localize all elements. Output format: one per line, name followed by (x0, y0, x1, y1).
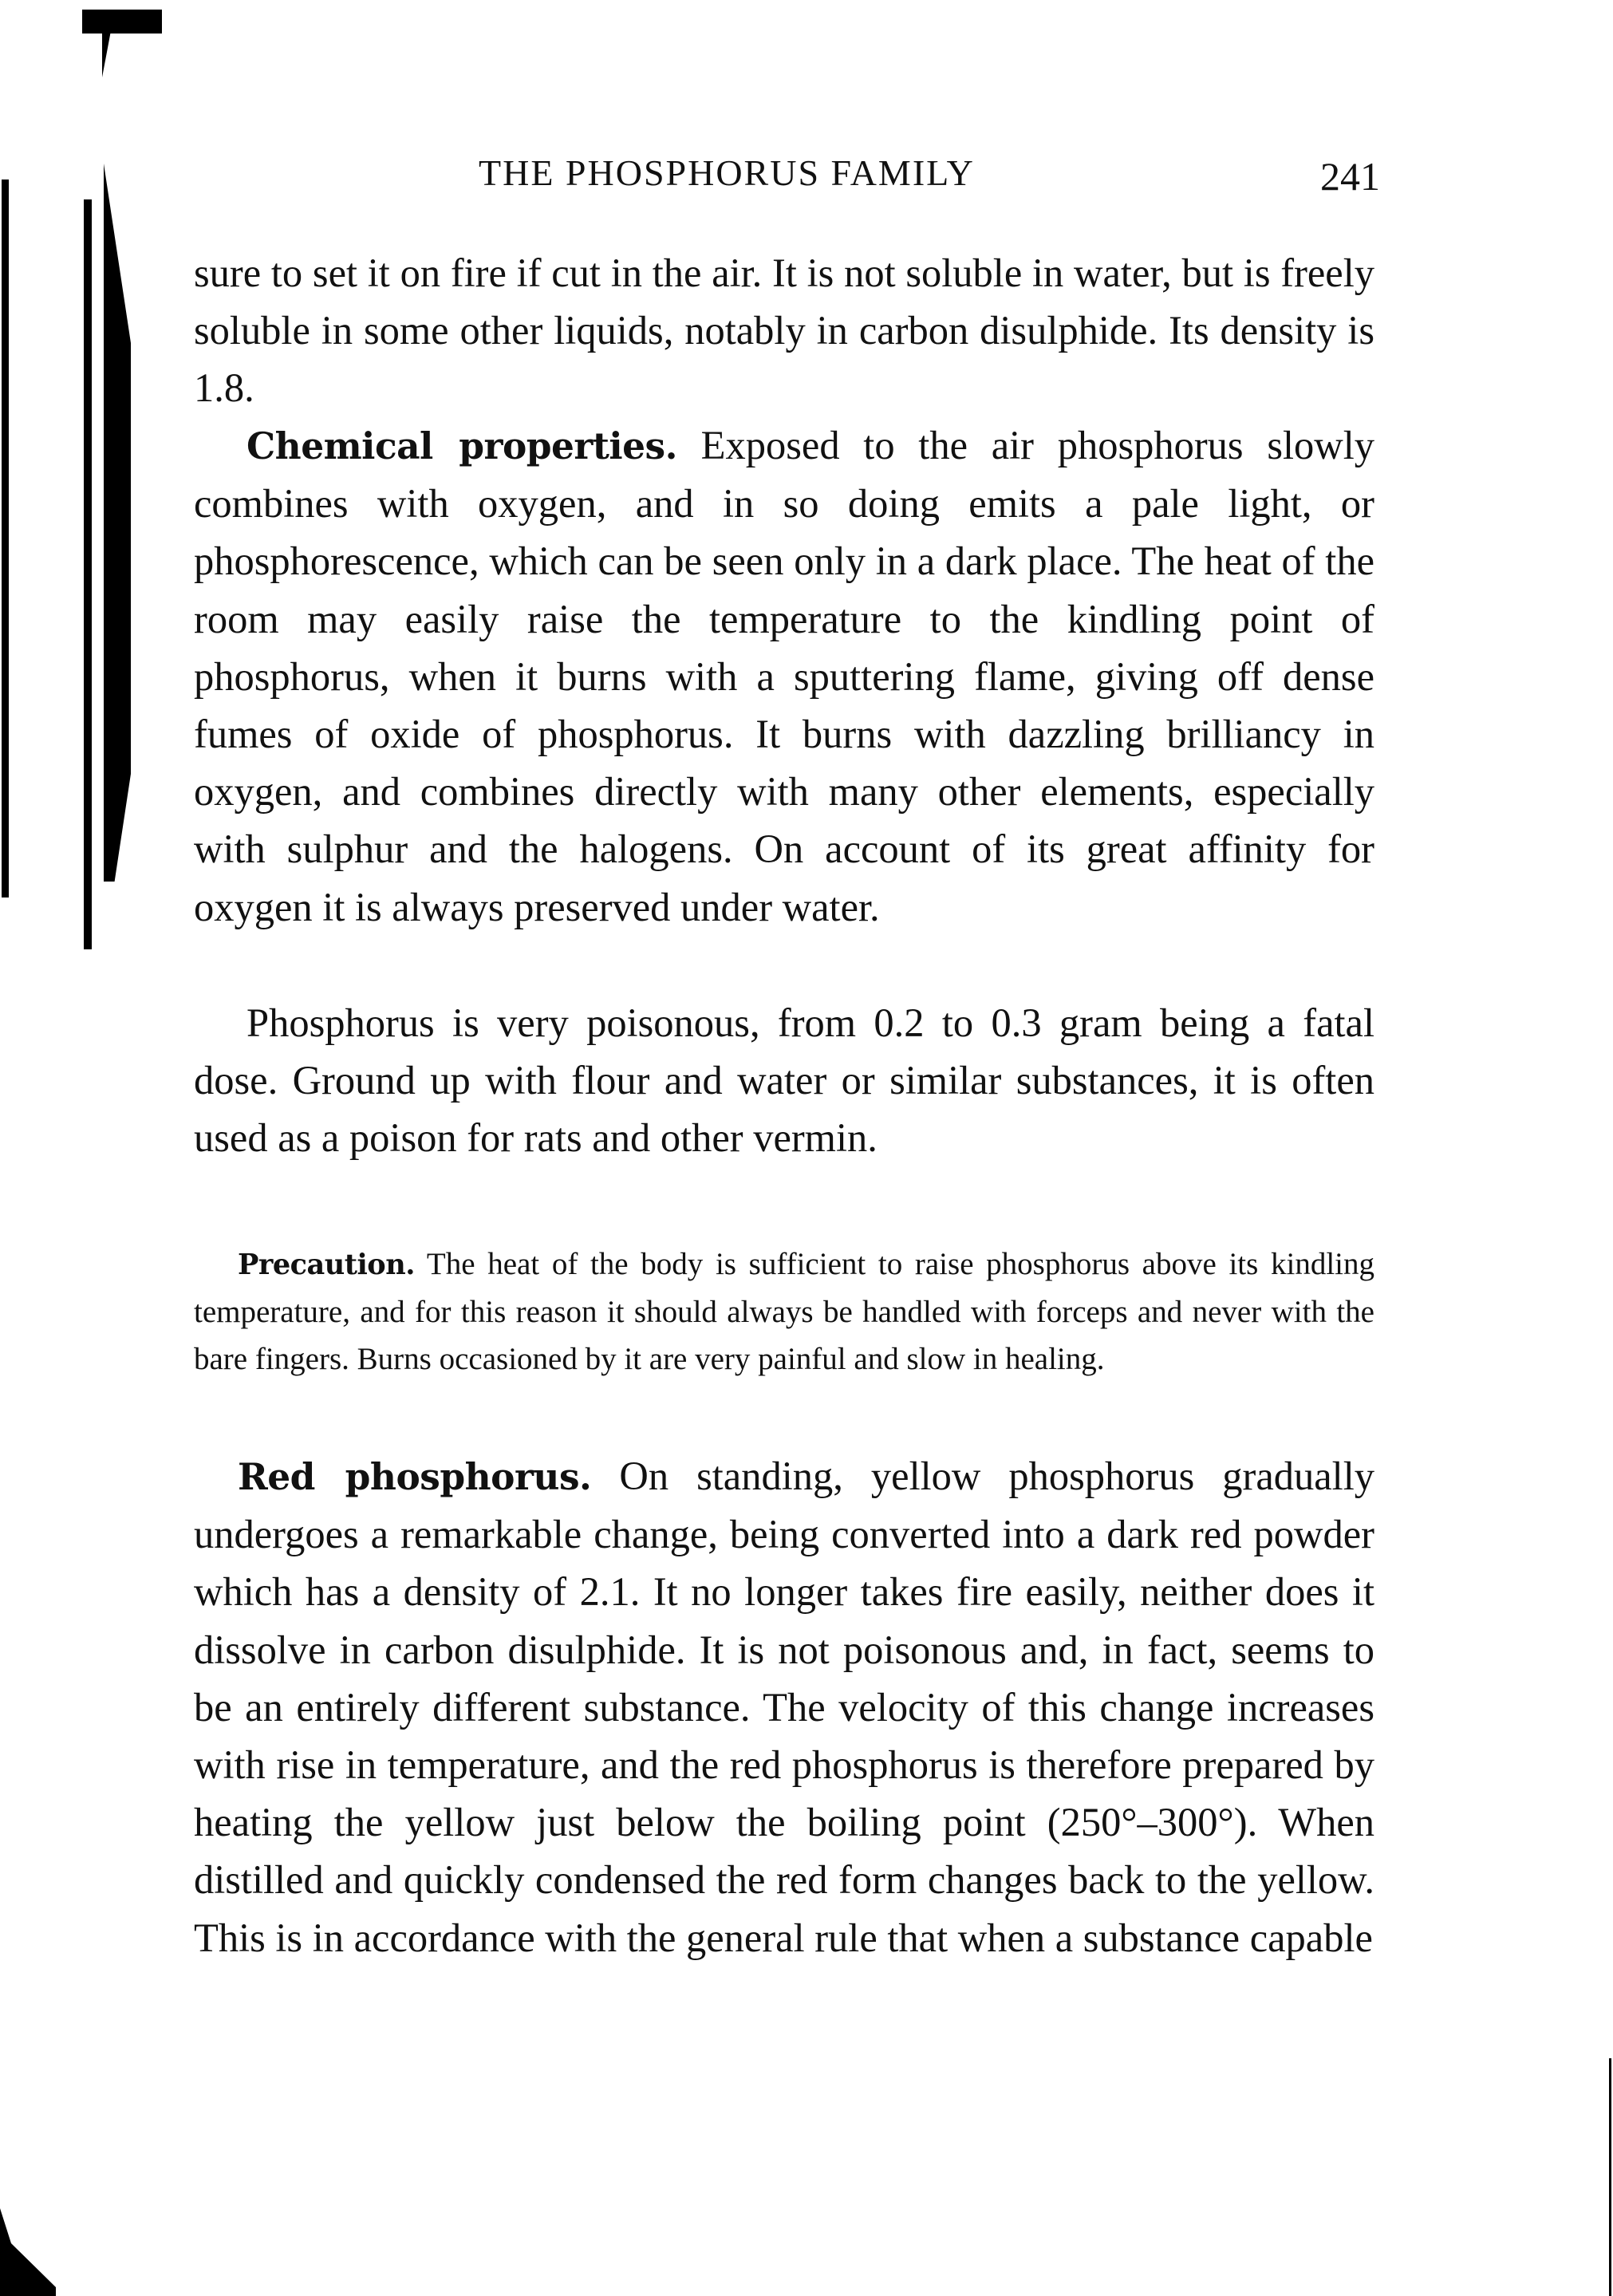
paragraph-continuation: sure to set it on fire if cut in the air. It is not soluble in water, but is freely soluble in some other liquids, notably in carbon disulphide. Its density is 1.8. (194, 251, 1374, 411)
page-header (479, 152, 1380, 199)
paragraph-chemical-properties (194, 416, 1374, 936)
paragraph-text: Exposed to the air phosphorus slowly combines with oxygen, and in so doing emits a pale light, or phosphorescence, which can be seen only in a dark place. The heat of the room may easily raise the temperature to the kindling point of phosphorus, when it burns with a sputtering flame, giving off dense fumes of oxide of phosphorus. It burns with dazzling brilliancy in oxygen, and combines directly with many other elements, especially with sulphur and the halogens. On account of its great affinity for oxygen it is always preserved under water. (194, 423, 1374, 929)
section-heading-chemical-properties: Chemical properties. (246, 424, 677, 467)
section-heading-red-phosphorus: Red phosphorus. (238, 1455, 592, 1498)
precaution-text: The heat of the body is sufficient to raise phosphorus above its kindling temperature, and for this reason it should always be handled with forceps and never with the bare fingers. Burns occasioned by it are very painful and slow in healing. (194, 1247, 1374, 1376)
precaution-note (194, 1241, 1374, 1383)
scan-artifact-binding (104, 164, 131, 882)
scan-artifact-right-edge (1609, 2058, 1611, 2296)
paragraph-poisonous: Phosphorus is very poisonous, from 0.2 to 0.3 gram being a fatal dose. Ground up with flour and water or similar substances, it is often used as a poison for rats and other vermin. (194, 1000, 1374, 1161)
scan-artifact-left-bar (2, 179, 9, 897)
paragraph-text: On standing, yellow phosphorus gradually undergoes a remarkable change, being converted into a dark red powder which has a density of 2.1. It no longer takes fire easily, neither does it dissolve in carbon disulphide. It is not poisonous and, in fact, seems to be an entirely different substance. The velocity of this change increases with rise in temperature, and the red phosphorus is therefore prepared by heating the yellow just below the boiling point (250°–300°). When distilled and quickly condensed the red form changes back to the yellow. This is in accordance with the general rule that when a substance capable (194, 1454, 1374, 1960)
page-number: 241 (1320, 154, 1380, 199)
paragraph-red-phosphorus (194, 1447, 1374, 1967)
precaution-heading: Precaution. (238, 1249, 415, 1281)
scan-artifact-bottom (0, 2208, 56, 2296)
running-head: THE PHOSPHORUS FAMILY (479, 152, 975, 193)
scan-artifact-corner (82, 10, 162, 34)
scan-artifact-left-bar-2 (84, 199, 92, 949)
